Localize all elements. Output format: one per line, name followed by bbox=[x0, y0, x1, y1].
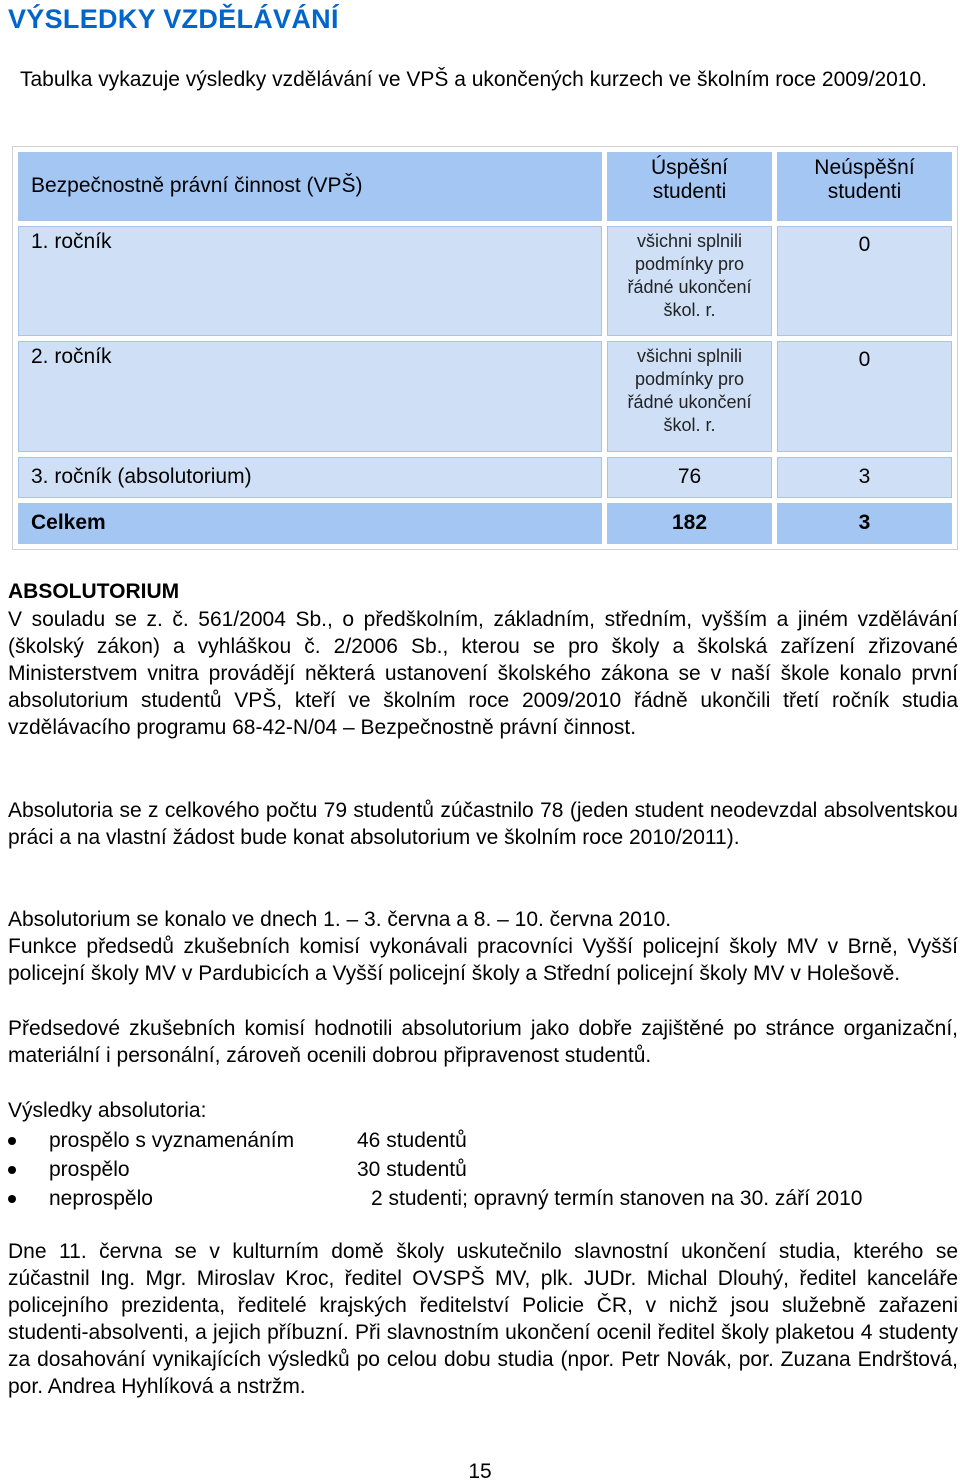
row-unsuccessful: 0 bbox=[777, 226, 952, 337]
result-value: 30 studentů bbox=[357, 1158, 467, 1181]
result-label: prospělo s vyznamenáním bbox=[49, 1129, 295, 1152]
table-header-row bbox=[18, 152, 952, 221]
row-successful: 76 bbox=[607, 457, 772, 498]
legal-paragraph: V souladu se z. č. 561/2004 Sb., o předškolním, základním, středním, vyšším a jiném vzdělávání (školský zákon) a vyhláškou č. 2/2006 Sb., kterou se pro školy a školská zařízení zřizované Ministerstvem vnitra provádějí některá ustanovení školského zákona se v naší škole konalo první absolutorium studentů VPŠ, kteří ve školním roce 2009/2010 řádně ukončili třetí ročník studia vzdělávacího programu 68-42-N/04 – Bezpečnostně právní činnost. bbox=[8, 608, 958, 739]
result-value: 46 studentů bbox=[357, 1129, 467, 1152]
total-successful: 182 bbox=[607, 503, 772, 544]
row-label: 1. ročník bbox=[18, 226, 602, 337]
section-title: ABSOLUTORIUM bbox=[8, 580, 180, 603]
header-unsuccessful: Neúspěšní studenti bbox=[777, 152, 952, 221]
ceremony-paragraph: Dne 11. června se v kulturním domě školy uskutečnilo slavnostní ukončení studia, kterého se zúčastnil Ing. Mgr. Miroslav Kroc, ředitel OVSPŠ MV, plk. JUDr. Michal Dlouhý, ředitel kanceláře policejního prezidenta, ředitelé krajských ředitelství Policie ČR, v nichž jsou služebně zařazeni studenti-absolventi, a jejich příbuzní. Při slavnostním ukončení ocenil ředitel školy plaketou 4 studenty za dosahování vynikajících výsledků po celou dobu studia (npor. Petr Novák, por. Zuzana Endrštová, por. Andrea Hyhlíková a nstržm. bbox=[8, 1240, 958, 1398]
commission-paragraph: Funkce předsedů zkušebních komisí vykonávali pracovníci Vyšší policejní školy MV v Brně, Vyšší policejní školy MV v Pardubicích a Vyšší policejní školy a Střední policejní školy MV v Holešově. bbox=[8, 935, 958, 985]
result-value: 2 studenti; opravný termín stanoven na 30. září 2010 bbox=[371, 1187, 863, 1210]
row-successful: všichni splnili podmínky pro řádné ukončení škol. r. bbox=[607, 341, 772, 452]
result-label: neprospělo bbox=[49, 1187, 153, 1210]
table-total-row bbox=[18, 503, 952, 544]
intro-paragraph: Tabulka vykazuje výsledky vzdělávání ve VPŠ a ukončených kurzech ve školním roce 2009/2010. bbox=[20, 68, 927, 91]
table-row bbox=[18, 457, 952, 498]
results-table bbox=[12, 146, 958, 550]
row-label: 2. ročník bbox=[18, 341, 602, 452]
table-row bbox=[18, 226, 952, 337]
row-successful: všichni splnili podmínky pro řádné ukončení škol. r. bbox=[607, 226, 772, 337]
total-label: Celkem bbox=[18, 503, 602, 544]
bullet-icon bbox=[8, 1137, 16, 1145]
dates-paragraph: Absolutorium se konalo ve dnech 1. – 3. června a 8. – 10. června 2010. bbox=[8, 908, 672, 931]
bullet-icon bbox=[8, 1195, 16, 1203]
page-heading: VÝSLEDKY VZDĚLÁVÁNÍ bbox=[8, 4, 339, 34]
row-unsuccessful: 3 bbox=[777, 457, 952, 498]
table-row bbox=[18, 341, 952, 452]
result-label: prospělo bbox=[49, 1158, 130, 1181]
bullet-icon bbox=[8, 1166, 16, 1174]
results-title: Výsledky absolutoria: bbox=[8, 1099, 207, 1122]
header-program: Bezpečnostně právní činnost (VPŠ) bbox=[18, 152, 602, 221]
row-unsuccessful: 0 bbox=[777, 341, 952, 452]
total-unsuccessful: 3 bbox=[777, 503, 952, 544]
attendance-paragraph: Absolutoria se z celkového počtu 79 studentů zúčastnilo 78 (jeden student neodevzdal absolventskou práci a na vlastní žádost bude konat absolutorium ve školním roce 2010/2011). bbox=[8, 799, 958, 849]
header-successful: Úspěšní studenti bbox=[607, 152, 772, 221]
page-number: 15 bbox=[468, 1460, 492, 1483]
evaluation-paragraph: Předsedové zkušebních komisí hodnotili absolutorium jako dobře zajištěné po stránce organizační, materiální i personální, zároveň ocenili dobrou připravenost studentů. bbox=[8, 1017, 958, 1067]
row-label: 3. ročník (absolutorium) bbox=[18, 457, 602, 498]
